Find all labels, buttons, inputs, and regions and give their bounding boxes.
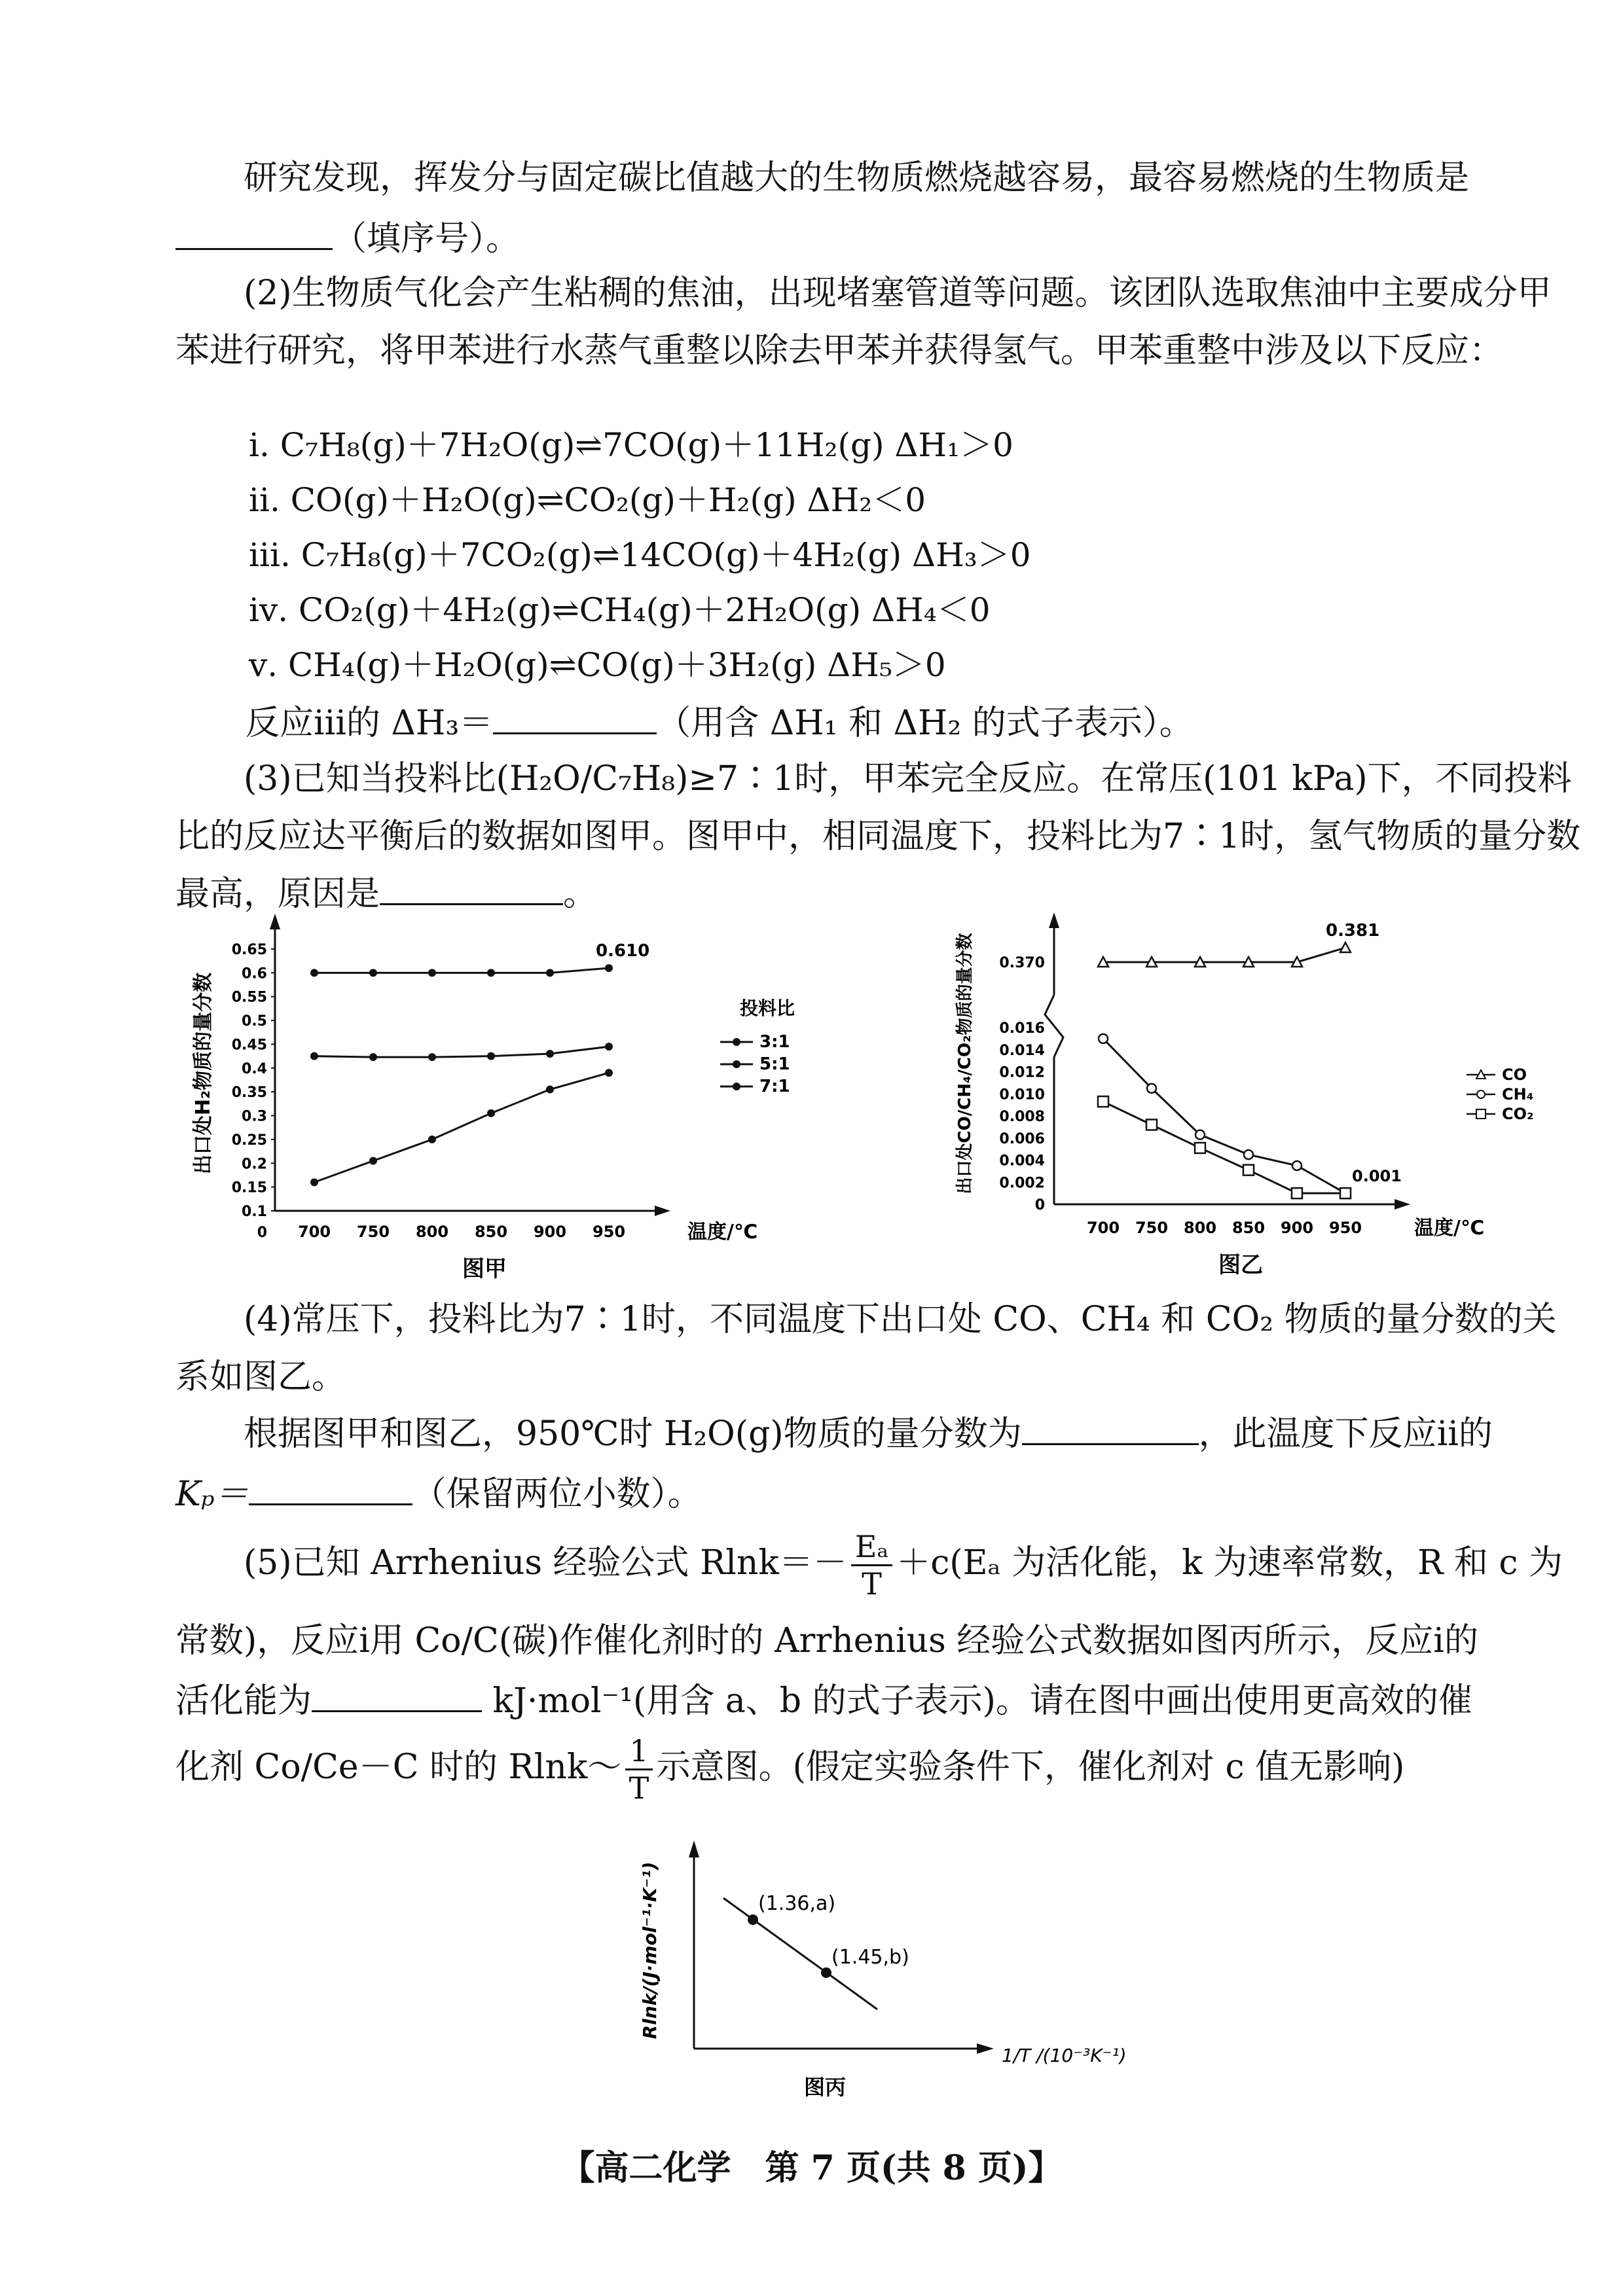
series-line bbox=[314, 1073, 609, 1182]
data-point bbox=[369, 969, 377, 977]
paragraph-5-line1: 根据图甲和图乙，950℃时 H₂O(g)物质的量分数为 ，此温度下反应ⅱ的 bbox=[244, 1406, 1493, 1455]
answer-blank-4[interactable] bbox=[1022, 1412, 1199, 1445]
y-tick-label: 0.4 bbox=[242, 1060, 267, 1077]
data-point bbox=[546, 1086, 554, 1094]
x-axis-label: 温度/℃ bbox=[1414, 1217, 1485, 1240]
legend-marker bbox=[1477, 1090, 1485, 1098]
data-point bbox=[1340, 942, 1351, 952]
data-point bbox=[1146, 1120, 1157, 1130]
x-axis-arrow bbox=[1395, 1199, 1410, 1210]
reaction-iv: ⅳ. CO₂(g)＋4H₂(g)⇌CH₄(g)＋2H₂O(g) ΔH₄＜0 bbox=[249, 591, 991, 629]
series-line bbox=[1103, 1102, 1345, 1193]
data-point bbox=[310, 1178, 318, 1186]
y-tick-label: 0.15 bbox=[231, 1179, 267, 1196]
chart-yi bbox=[943, 910, 1597, 1289]
x-tick-label: 700 bbox=[1086, 1219, 1120, 1237]
data-point bbox=[428, 1053, 436, 1061]
y-tick-label: 0.55 bbox=[231, 989, 267, 1006]
y-tick-label: 0 bbox=[1034, 1197, 1045, 1213]
y-tick-label: 0.002 bbox=[999, 1175, 1045, 1192]
data-point bbox=[369, 1053, 377, 1061]
paragraph-6-line1: (5)已知 Arrhenius 经验公式 Rlnk＝－ $\frac{\text{Eₐ}}{T}$ ＋c(Eₐ 为活化能，k 为速率常数，R 和 c 为 bbox=[244, 1529, 1563, 1602]
series-line bbox=[1103, 948, 1345, 962]
data-point bbox=[428, 1136, 436, 1143]
y-tick-label: 0.25 bbox=[231, 1132, 267, 1149]
legend-entry: 5:1 bbox=[759, 1054, 790, 1074]
x-axis-arrow bbox=[977, 2043, 994, 2054]
answer-blank-6[interactable] bbox=[312, 1679, 482, 1712]
chart-title: 图丙 bbox=[803, 2075, 847, 2100]
y-tick-label: 0.5 bbox=[242, 1013, 267, 1030]
x-tick-label: 800 bbox=[415, 1223, 449, 1241]
series-line bbox=[314, 1047, 609, 1057]
y-tick-label: 0.004 bbox=[999, 1153, 1045, 1170]
paragraph-3: (3)已知当投料比(H₂O/C₇H₈)≥7∶1时，甲苯完全反应。在常压(101 kPa)下，不同投料比的反应达平衡后的数据如图甲。图甲中，相同温度下，投料比为7∶1时，氢气物质的量分数最高，原因是 。 bbox=[175, 759, 1581, 914]
data-point bbox=[605, 964, 613, 972]
legend-entry: CH₄ bbox=[1502, 1085, 1534, 1103]
legend-title: 投料比 bbox=[740, 997, 795, 1019]
page-footer: 【高二化学 第 7 页(共 8 页)】 bbox=[560, 2148, 1063, 2188]
data-point bbox=[1340, 1188, 1351, 1198]
y-tick-label: 0.1 bbox=[242, 1204, 267, 1220]
x-tick-label: 900 bbox=[533, 1223, 567, 1241]
annotation-label: 0.381 bbox=[1326, 921, 1380, 941]
y-tick-label: 0.3 bbox=[242, 1108, 267, 1125]
data-point bbox=[1292, 1188, 1302, 1198]
legend-entry: CO₂ bbox=[1502, 1105, 1534, 1123]
chart-jia bbox=[170, 910, 858, 1289]
paragraph-4: (4)常压下，投料比为7∶1时，不同温度下出口处 CO、CH₄ 和 CO₂ 物质的量分数的关系如图乙。 bbox=[175, 1300, 1557, 1397]
paragraph-2: (2)生物质气化会产生粘稠的焦油，出现堵塞管道等问题。该团队选取焦油中主要成分甲苯进行研究，将甲苯进行水蒸气重整以除去甲苯并获得氢气。甲苯重整中涉及以下反应： bbox=[175, 274, 1552, 370]
data-point bbox=[546, 1050, 554, 1058]
point-label: (1.45,b) bbox=[831, 1946, 909, 1969]
x-axis-label: 1/T /(10⁻³K⁻¹) bbox=[1002, 2045, 1127, 2066]
y-tick-label: 0.45 bbox=[231, 1037, 267, 1054]
data-point bbox=[1244, 1150, 1253, 1159]
y-axis-arrow bbox=[1049, 912, 1059, 928]
y-axis-label: Rlnk/(J·mol⁻¹·K⁻¹) bbox=[639, 1861, 661, 2039]
y-tick-label: 0.008 bbox=[999, 1109, 1045, 1125]
data-point bbox=[605, 1069, 613, 1077]
question-delta-h3: 反应ⅲ的 ΔH₃＝ （用含 ΔH₁ 和 ΔH₂ 的式子表示）。 bbox=[246, 695, 1194, 744]
y-tick-label: 0.2 bbox=[242, 1156, 267, 1173]
data-point bbox=[1195, 1143, 1205, 1153]
x-tick-label: 850 bbox=[474, 1223, 508, 1241]
legend-entry: CO bbox=[1502, 1066, 1527, 1084]
point-label: (1.36,a) bbox=[758, 1892, 836, 1915]
y-tick-label: 0.6 bbox=[242, 965, 267, 982]
paragraph-6-line3: 活化能为 kJ·mol⁻¹(用含 a、b 的式子表示)。请在图中画出使用更高效的催 bbox=[175, 1673, 1472, 1722]
legend-entry: 7:1 bbox=[759, 1077, 790, 1096]
legend-entry: 3:1 bbox=[759, 1032, 790, 1052]
y-tick-label: 0.65 bbox=[231, 942, 267, 958]
answer-blank-3[interactable] bbox=[380, 872, 563, 905]
data-point bbox=[310, 1052, 318, 1060]
data-point bbox=[310, 969, 318, 977]
reaction-v: ⅴ. CH₄(g)＋H₂O(g)⇌CO(g)＋3H₂(g) ΔH₅＞0 bbox=[249, 646, 946, 684]
data-point bbox=[1098, 1096, 1108, 1107]
answer-blank-2[interactable] bbox=[493, 701, 657, 734]
series-line bbox=[1103, 1039, 1345, 1193]
paragraph-6-line4: 化剂 Co/Ce－C 时的 Rlnk～ $\frac{1}{T}$ 示意图。(假定实验条件下，催化剂对 c 值无影响) bbox=[175, 1733, 1405, 1806]
data-point bbox=[605, 1043, 613, 1050]
x-tick-label: 850 bbox=[1231, 1219, 1266, 1237]
annotation-label: 0.610 bbox=[596, 941, 650, 961]
x-tick-label: 950 bbox=[1328, 1219, 1362, 1237]
y-axis-label: 出口处CO/CH₄/CO₂物质的量分数 bbox=[955, 933, 975, 1194]
y-axis-arrow bbox=[689, 1840, 699, 1857]
axis-break bbox=[1045, 995, 1063, 1057]
legend-marker bbox=[1476, 1109, 1486, 1119]
data-point bbox=[1099, 1034, 1108, 1043]
paragraph-1-end: （填序号）。 bbox=[175, 211, 520, 260]
reaction-iii: ⅲ. C₇H₈(g)＋7CO₂(g)⇌14CO(g)＋4H₂(g) ΔH₃＞0 bbox=[249, 536, 1031, 574]
data-point bbox=[428, 969, 436, 977]
x-tick-label: 700 bbox=[297, 1223, 331, 1241]
answer-blank-5[interactable] bbox=[249, 1472, 412, 1505]
y-tick-label: 0.014 bbox=[999, 1042, 1045, 1059]
data-point bbox=[748, 1914, 758, 1925]
chart-title: 图乙 bbox=[1218, 1252, 1263, 1278]
legend-marker bbox=[733, 1083, 740, 1090]
fraction-ea-over-t: $\frac{\text{Eₐ}}{T}$ bbox=[851, 1532, 892, 1599]
data-point bbox=[546, 969, 554, 977]
chart-title: 图甲 bbox=[462, 1256, 507, 1282]
data-point bbox=[1243, 1165, 1254, 1175]
x-tick-label: 750 bbox=[1135, 1219, 1169, 1237]
y-axis-label: 出口处H₂物质的量分数 bbox=[192, 972, 215, 1175]
x-tick-label: 950 bbox=[592, 1223, 626, 1241]
reaction-i: ⅰ. C₇H₈(g)＋7H₂O(g)⇌7CO(g)＋11H₂(g) ΔH₁＞0 bbox=[249, 426, 1013, 464]
data-point bbox=[821, 1967, 831, 1978]
data-point bbox=[1195, 1130, 1205, 1139]
data-point bbox=[369, 1157, 377, 1165]
y-tick-label: 0.010 bbox=[999, 1086, 1045, 1103]
origin-label: 0 bbox=[257, 1225, 267, 1241]
paragraph-5-line2: Kₚ＝ （保留两位小数）。 bbox=[175, 1466, 702, 1515]
x-tick-label: 900 bbox=[1280, 1219, 1314, 1237]
y-tick-label: 0.016 bbox=[999, 1020, 1045, 1037]
y-tick-label: 0.012 bbox=[999, 1064, 1045, 1081]
annotation-label: 0.001 bbox=[1352, 1167, 1402, 1186]
data-point bbox=[487, 969, 495, 977]
x-tick-label: 750 bbox=[356, 1223, 390, 1241]
fraction-1-over-t: $\frac{1}{T}$ bbox=[625, 1736, 652, 1803]
x-axis-label: 温度/℃ bbox=[687, 1221, 758, 1244]
chart-bing bbox=[615, 1833, 1152, 2121]
x-axis-arrow bbox=[655, 1206, 670, 1216]
legend-marker bbox=[733, 1038, 740, 1046]
y-tick-label-high: 0.370 bbox=[999, 955, 1045, 971]
y-tick-label: 0.35 bbox=[231, 1085, 267, 1102]
legend-marker bbox=[733, 1060, 740, 1068]
data-point bbox=[1147, 1084, 1156, 1093]
data-point bbox=[487, 1109, 495, 1117]
answer-blank-1[interactable] bbox=[175, 217, 333, 250]
x-tick-label: 800 bbox=[1183, 1219, 1217, 1237]
paragraph-1: 研究发现，挥发分与固定碳比值越大的生物质燃烧越容易，最容易燃烧的生物质是 bbox=[244, 158, 1470, 198]
series-line bbox=[314, 968, 609, 973]
paragraph-6-line2: 常数)，反应ⅰ用 Co/C(碳)作催化剂时的 Arrhenius 经验公式数据如图丙所示，反应ⅰ的 bbox=[175, 1621, 1478, 1660]
y-axis-arrow bbox=[270, 914, 280, 929]
y-tick-label: 0.006 bbox=[999, 1130, 1045, 1147]
data-point bbox=[487, 1052, 495, 1060]
data-point bbox=[1292, 1161, 1302, 1170]
reaction-ii: ⅱ. CO(g)＋H₂O(g)⇌CO₂(g)＋H₂(g) ΔH₂＜0 bbox=[249, 481, 926, 519]
